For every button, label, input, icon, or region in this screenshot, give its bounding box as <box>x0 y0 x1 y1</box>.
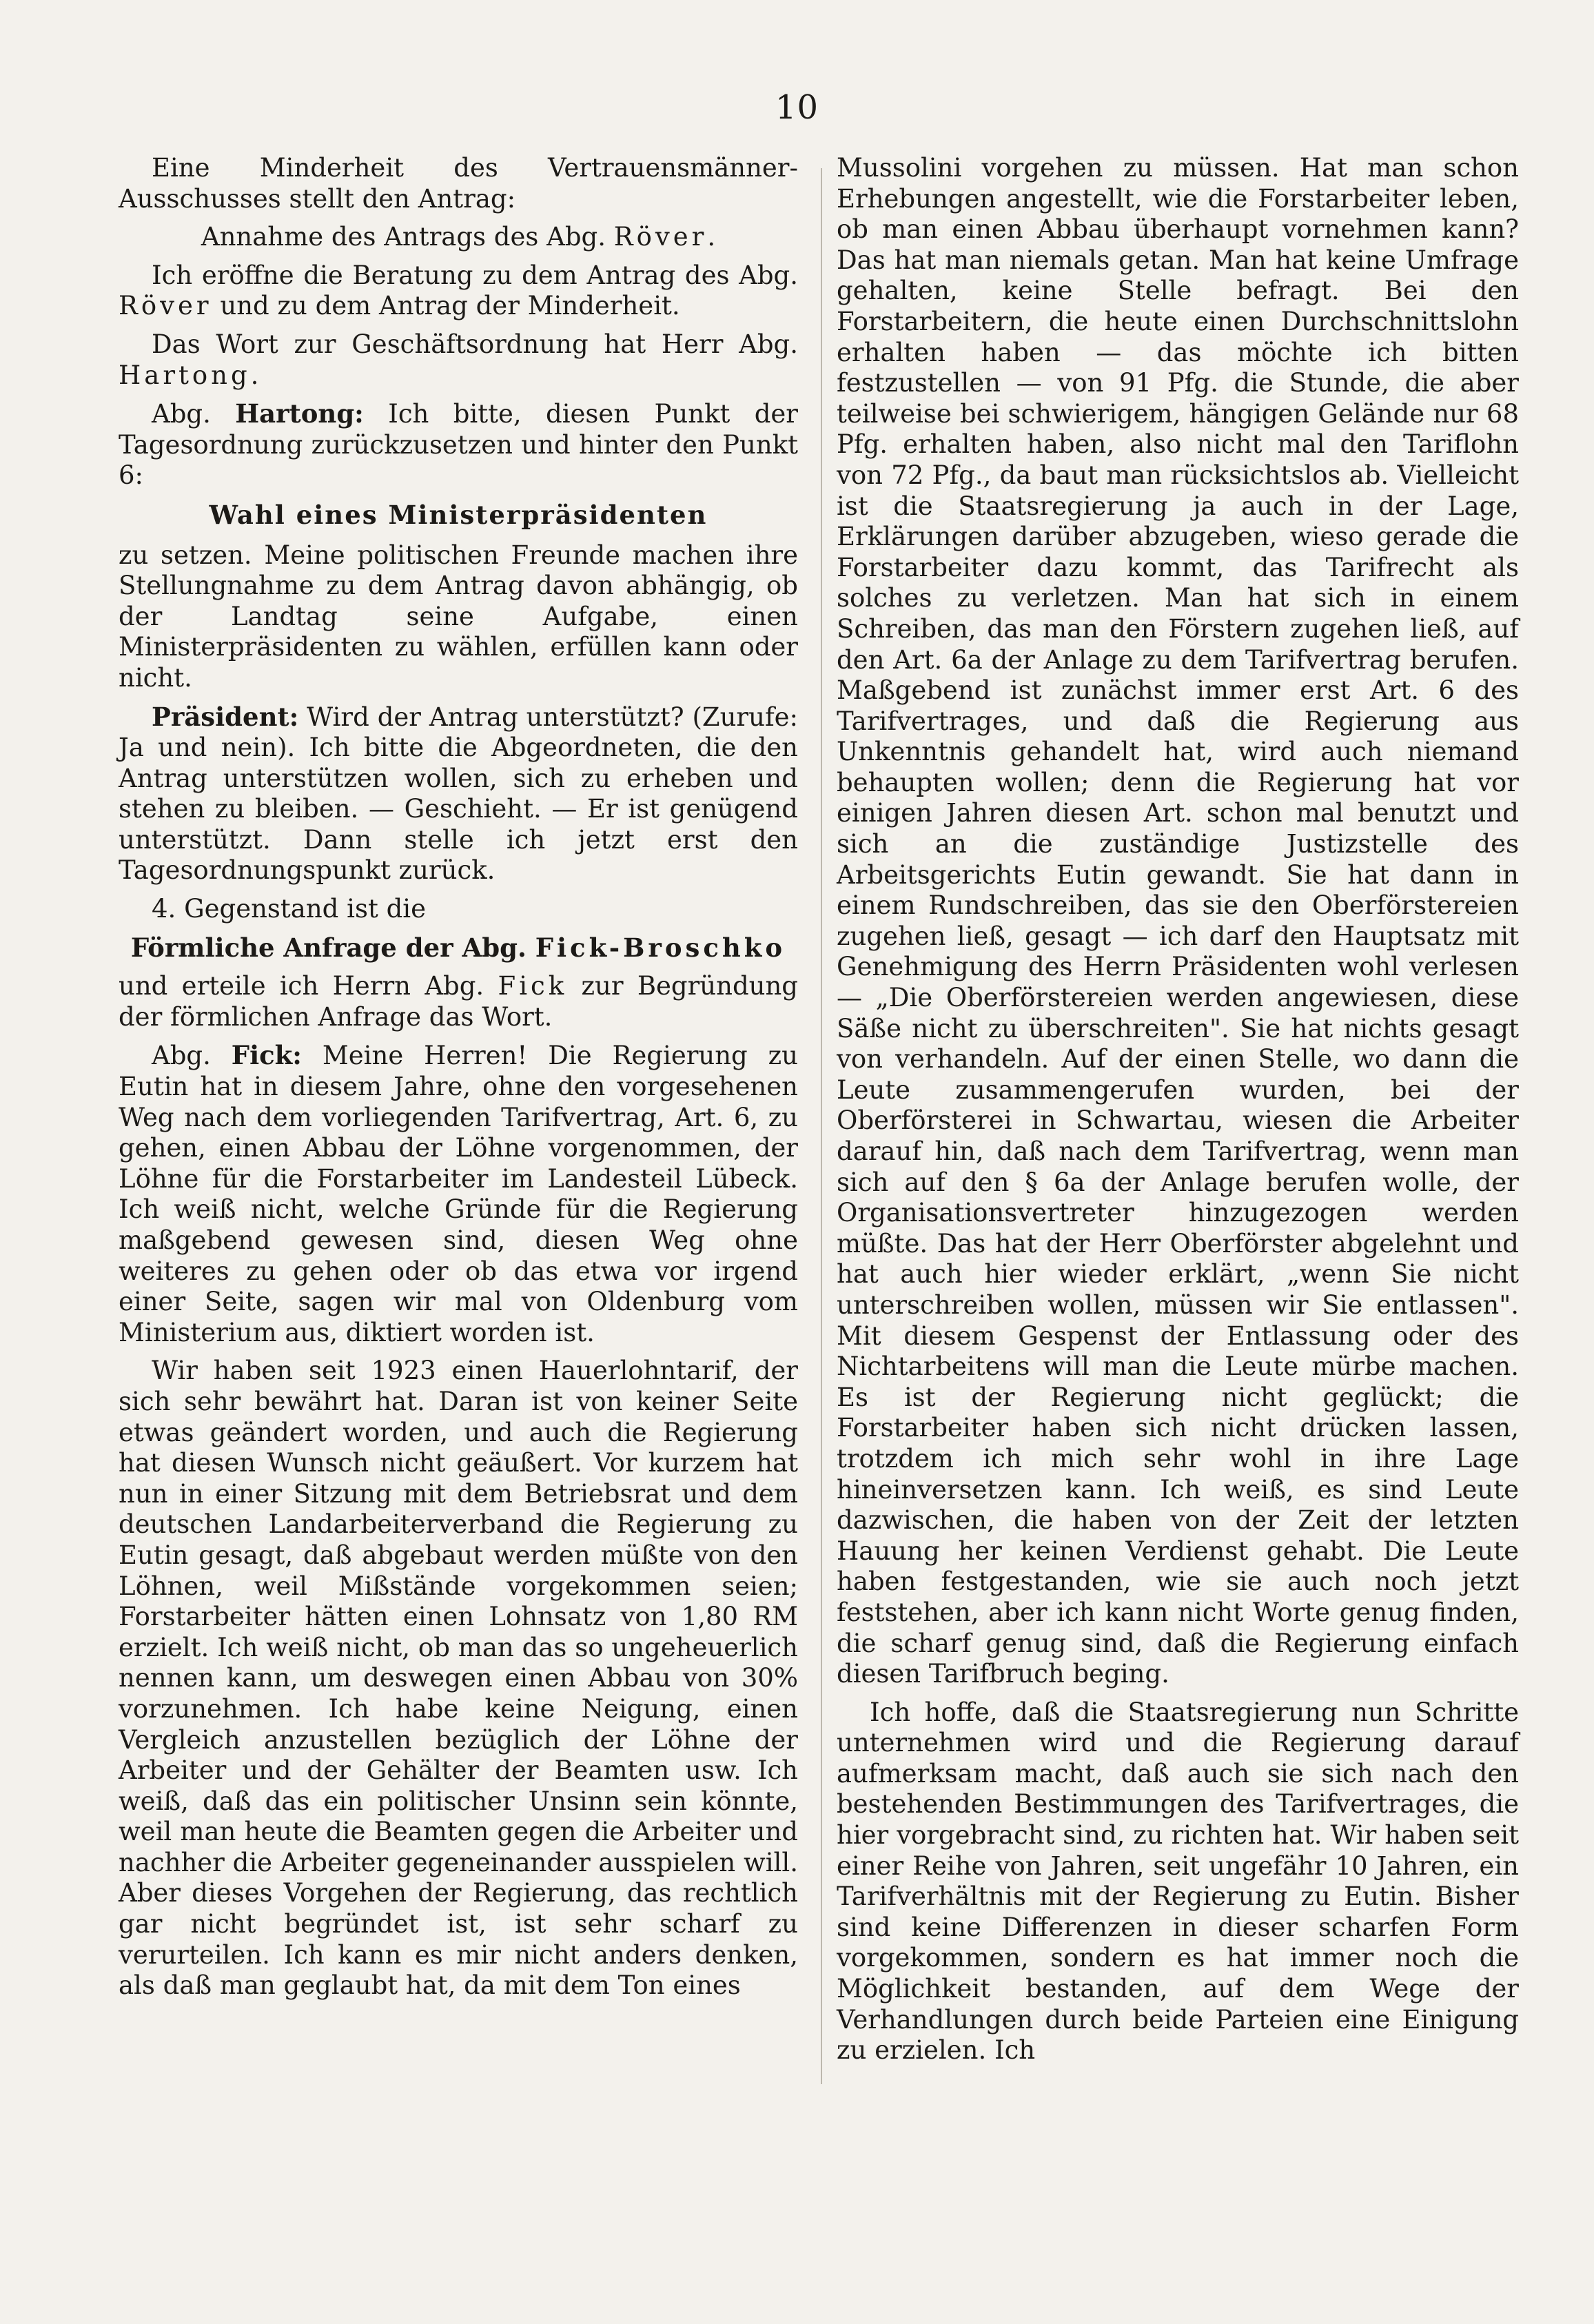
text-run: Wird der Antrag unterstützt? (Zurufe: Ja und nein). Ich bitte die Abgeordneten, die den Antrag unterstützen wollen, sich zu erheben und stehen zu bleiben. — Geschieht. — Er ist genügend unterstützt. Dann stelle ich jetzt erst den Tagesordnungspunkt zurück. <box>119 702 798 886</box>
text-run: zu setzen. Meine politischen Freunde machen ihre Stellungnahme zu dem Antrag davon abhängig, ob der Landtag seine Aufgabe, einen Ministerpräsidenten zu wählen, erfüllen kann oder nicht. <box>119 540 798 693</box>
paragraph <box>119 398 798 491</box>
bold-text: Präsident: <box>152 701 299 732</box>
right-column <box>837 153 1519 2074</box>
paragraph <box>837 153 1519 1690</box>
bold-text: Fick: <box>231 1040 302 1071</box>
spaced-name: Röver <box>119 291 212 321</box>
spaced-name: Fick <box>498 971 568 1001</box>
paragraph <box>119 894 798 925</box>
text-run: 4. Gegenstand ist die <box>152 894 426 924</box>
text-run: Meine Herren! Die Regierung zu Eutin hat in diesem Jahre, ohne den vorgesehenen Weg nach dem vorliegenden Tarifvertrag, Art. 6, zu gehen, einen Abbau der Löhne vorgenommen, der Löhne für die Forstarbeiter im Landesteil Lübeck. Ich weiß nicht, welche Gründe für die Regierung maßgebend gewesen sind, diesen Weg ohne weiteres zu gehen oder ob das etwa vor irgend einer Seite, sagen wir mal von Oldenburg vom Ministerium aus, diktiert worden ist. <box>119 1041 798 1347</box>
text-run: Ich eröffne die Beratung zu dem Antrag des Abg. <box>152 260 798 290</box>
paragraph <box>119 222 798 253</box>
left-column <box>119 153 798 2009</box>
text-run: . <box>707 222 716 252</box>
paragraph <box>837 1698 1519 2066</box>
paragraph <box>119 329 798 391</box>
text-run: . <box>250 360 259 390</box>
text-run: und erteile ich Herrn Abg. <box>119 971 498 1001</box>
paragraph <box>119 261 798 322</box>
text-run: Ich bitte, diesen Punkt der Tagesordnung zurückzusetzen und hinter den Punkt 6: <box>119 399 798 491</box>
spaced-name: Hartong <box>119 360 251 390</box>
text-run: Mussolini vorgehen zu müssen. Hat man schon Erhebungen angestellt, wie die Forstarbeiter leben, ob man einen Abbau überhaupt vornehmen kann? Das hat man niemals getan. Man hat keine Umfrage gehalten, keine Stelle befragt. Bei den Forstarbeitern, die heute einen Durchschnittslohn erhalten haben — das möchte ich bitten festzustellen — von 91 Pfg. die Stunde, die aber teilweise bei schwierigem, hängigen Gelände nur 68 Pfg. erhalten haben, also nicht mal den Tariflohn von 72 Pfg., da baut man rücksichtslos ab. Vielleicht ist die Staatsregierung ja auch in der Lage, Erklärungen darüber abzugeben, wieso gerade die Forstarbeiter dazu kommt, das Tarifrecht als solches zu verletzen. Man hat sich in einem Schreiben, das man den Förstern zugehen ließ, auf den Art. 6a der Anlage zu dem Tarifvertrag berufen. Maßgebend ist zunächst immer erst Art. 6 des Tarifvertrages, und daß die Regierung aus Unkenntnis gehandelt hat, wird auch niemand behaupten wollen; denn die Regierung hat vor einigen Jahren diesen Art. schon mal benutzt und sich an die zuständige Justizstelle des Arbeitsgerichts Eutin gewandt. Sie hat dann in einem Rundschreiben, das sie den Oberförstereien zugehen ließ, gesagt — ich darf den Hauptsatz mit Genehmigung des Herrn Präsidenten wohl verlesen — „Die Oberförstereien werden angewiesen, diese Säße nicht zu überschreiten". Sie hat nichts gesagt von verhandeln. Auf der einen Stelle, wo dann die Leute zusammengerufen wurden, bei der Oberförsterei in Schwartau, wiesen die Arbeiter darauf hin, daß nach dem Tarifvertrag, wenn man sich auf den § 6a der Anlage berufen wolle, der Organisationsvertreter hinzugezogen werden müßte. Das hat der Herr Oberförster abgelehnt und hat auch hier wieder erklärt, „wenn Sie nicht unterschreiben wollen, müssen wir Sie entlassen". Mit diesem Gespenst der Entlassung oder des Nichtarbeitens will man die Leute mürbe machen. Es ist der Regierung nicht geglückt; die Forstarbeiter haben sich nicht drücken lassen, trotzdem ich mich sehr wohl in ihre Lage hineinversetzen kann. Ich weiß, es sind Leute dazwischen, die haben von der Zeit der letzten Hauung her keinen Verdienst gehabt. Die Leute haben festgestanden, wie sie auch noch jetzt feststehen, aber ich kann nicht Worte genug finden, die scharf genug sind, daß die Regierung einfach diesen Tarifbruch beging. <box>837 153 1519 1689</box>
text-run: Wahl eines Ministerpräsidenten <box>209 499 708 530</box>
paragraph <box>119 540 798 694</box>
paragraph <box>119 500 798 531</box>
paragraph <box>119 932 798 964</box>
bold-text: Förmliche Anfrage der Abg. <box>130 932 535 963</box>
spaced-name: Röver <box>613 222 708 252</box>
bold-text: Hartong: <box>235 398 364 429</box>
text-run: Eine Minderheit des Vertrauensmänner-Ausschusses stellt den Antrag: <box>119 153 798 214</box>
paragraph <box>119 702 798 887</box>
column-rule <box>821 168 822 2084</box>
text-run: und zu dem Antrag der Minderheit. <box>212 291 680 321</box>
paragraph <box>119 153 798 214</box>
text-run: Ich hoffe, daß die Staatsregierung nun Schritte unternehmen wird und die Regierung darauf aufmerksam macht, daß auch sie sich nach den bestehenden Bestimmungen des Tarifvertrages, die hier vorgebracht sind, zu richten hat. Wir haben seit einer Reihe von Jahren, seit ungefähr 10 Jahren, ein Tarifverhältnis mit der Regierung zu Eutin. Bisher sind keine Differenzen in dieser scharfen Form vorgekommen, sondern es hat immer noch die Möglichkeit bestanden, auf dem Wege der Verhandlungen durch beide Parteien eine Einigung zu erzielen. Ich <box>837 1697 1519 2066</box>
text-run: Annahme des Antrags des Abg. <box>201 222 614 252</box>
text-run: Das Wort zur Geschäftsordnung hat Herr Abg. <box>152 329 798 359</box>
text-run: Abg. <box>152 399 236 429</box>
text-run: Wir haben seit 1923 einen Hauerlohntarif, der sich sehr bewährt hat. Daran ist von keiner Seite etwas geändert worden, und auch die Regierung hat diesen Wunsch nicht geäußert. Vor kurzem hat nun in einer Sitzung mit dem Betriebsrat und dem deutschen Landarbeiterverband die Regierung zu Eutin gesagt, daß abgebaut werden müßte von den Löhnen, weil Mißstände vorgekommen seien; Forstarbeiter hätten einen Lohnsatz von 1,80 RM erzielt. Ich weiß nicht, ob man das so ungeheuerlich nennen kann, um deswegen einen Abbau von 30% vorzunehmen. Ich habe keine Neigung, einen Vergleich anzustellen bezüglich der Löhne der Arbeiter und der Gehälter der Beamten usw. Ich weiß, daß das ein politischer Unsinn sein könnte, weil man heute die Beamten gegen die Arbeiter und nachher die Arbeiter gegeneinander ausspielen will. Aber dieses Vorgehen der Regierung, das rechtlich gar nicht begründet ist, ist sehr scharf zu verurteilen. Ich kann es mir nicht anders denken, als daß man geglaubt hat, da mit dem Ton eines <box>119 1356 798 2001</box>
paragraph <box>119 1040 798 1348</box>
paragraph <box>119 1356 798 2001</box>
bold-text: Fick-Broschko <box>535 932 786 963</box>
paragraph <box>119 971 798 1032</box>
text-run: zur Begründung der förmlichen Anfrage das Wort. <box>119 971 798 1032</box>
text-run: Abg. <box>152 1041 232 1071</box>
page-number: 10 <box>775 88 819 127</box>
